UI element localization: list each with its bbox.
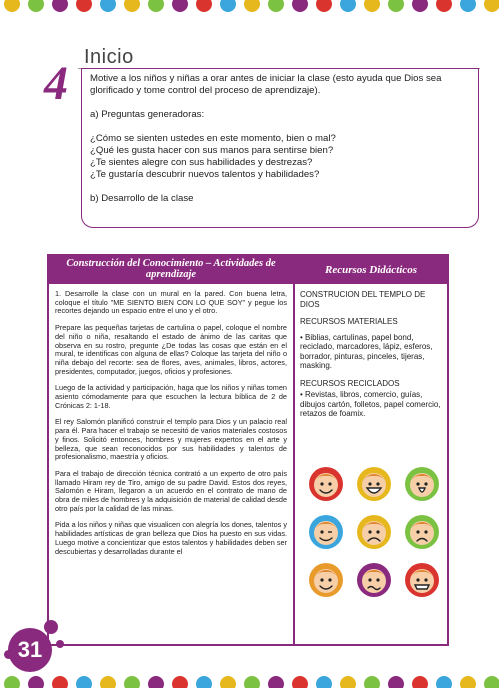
activity-paragraph: El rey Salomón planificó construir el templo para Dios y un palacio real para él. Para hacer el trabajo se necesitó de varios materiales costosos y finos. Solicitó entonces, hombres y mujeres expertos en el arte y belleza, que sean reconocidos por sus habilidades y talentos de profesionalismo, maestría y oficios. bbox=[55, 417, 287, 462]
face-cry-icon bbox=[404, 514, 440, 550]
decorative-dot bbox=[28, 676, 44, 688]
face-happy-icon bbox=[308, 562, 344, 598]
decorative-dot bbox=[292, 0, 308, 12]
decorative-dot bbox=[76, 0, 92, 12]
decorative-dot bbox=[364, 0, 380, 12]
decorative-dot bbox=[196, 676, 212, 688]
decorative-dot bbox=[100, 676, 116, 688]
activities-column bbox=[55, 290, 287, 564]
intro-lead: Motive a los niños y niñas a orar antes de iniciar la clase (esto ayuda que Dios sea glorificado y tome control del proceso de aprendizaje). bbox=[90, 73, 442, 96]
decorative-dot bbox=[436, 676, 452, 688]
decorative-dot bbox=[412, 676, 428, 688]
face-happy-icon bbox=[308, 466, 344, 502]
decorative-dot bbox=[244, 676, 260, 688]
step-number: 4 bbox=[44, 57, 68, 110]
decorative-dot bbox=[172, 0, 188, 12]
decorative-dot bbox=[340, 676, 356, 688]
question-item: ¿Qué les gusta hacer con sus manos para sentirse bien? bbox=[90, 145, 334, 156]
resource-temple: CONSTRUCION DEL TEMPLO DE DIOS bbox=[300, 290, 426, 309]
development-heading: b) Desarrollo de la clase bbox=[90, 193, 194, 204]
decorative-dot bbox=[484, 676, 499, 688]
decorative-dot bbox=[388, 0, 404, 12]
question-item: ¿Te sientes alegre con sus habilidades y destrezas? bbox=[90, 157, 313, 168]
decorative-dot bbox=[220, 0, 236, 12]
header-resources: Recursos Didácticos bbox=[325, 264, 417, 276]
activity-paragraph: 1. Desarrolle la clase con un mural en la pared. Con buena letra, coloque el título "ME SIENTO BIEN CON LO QUE SOY" y pegue los recortes dejando un espacio entre el uno y el otro. bbox=[55, 289, 287, 316]
decorative-dot bbox=[460, 676, 476, 688]
face-wink-icon bbox=[308, 514, 344, 550]
decorative-dot bbox=[148, 0, 164, 12]
decorative-dot bbox=[124, 0, 140, 12]
table-header bbox=[49, 256, 447, 284]
decorative-dot bbox=[244, 0, 260, 12]
activity-paragraph: Luego de la actividad y participación, haga que los niños y niñas tomen asiento cómodamente para que escuchen la lectura bíblica de 2 de Crónicas 2: 1-18. bbox=[55, 383, 287, 410]
face-grin-icon bbox=[404, 562, 440, 598]
column-divider bbox=[293, 256, 295, 644]
decorative-dot bbox=[28, 0, 44, 12]
decorative-dot bbox=[4, 676, 20, 688]
decorative-dot bbox=[76, 676, 92, 688]
intro-box bbox=[81, 68, 479, 228]
decorative-dot bbox=[124, 676, 140, 688]
decorative-dot bbox=[460, 0, 476, 12]
decorative-dot bbox=[436, 0, 452, 12]
face-laugh-icon bbox=[356, 466, 392, 502]
recycled-list: • Revistas, libros, comercio, guías, dibujos cartón, folletos, papel comercio, retazos de foamix. bbox=[300, 390, 441, 418]
decorative-dot bbox=[316, 0, 332, 12]
question-heading: a) Preguntas generadoras: bbox=[90, 109, 205, 120]
section-title: Inicio bbox=[84, 46, 134, 68]
activities-table bbox=[47, 254, 449, 646]
decorative-dot bbox=[220, 676, 236, 688]
materials-list: • Biblias, cartulinas, papel bond, reciclado, marcadores, lápiz, esferos, borrador, pinturas, pinceles, tijeras, masking. bbox=[300, 332, 433, 370]
decorative-dot bbox=[268, 0, 284, 12]
decorative-dot bbox=[52, 0, 68, 12]
face-worried-icon bbox=[356, 562, 392, 598]
decorative-dot-border-top bbox=[0, 0, 499, 22]
ink-splat bbox=[56, 640, 64, 648]
question-item: ¿Cómo se sienten ustedes en este momento, bien o mal? bbox=[90, 133, 336, 144]
decorative-dot bbox=[364, 676, 380, 688]
decorative-dot bbox=[268, 676, 284, 688]
decorative-dot bbox=[388, 676, 404, 688]
activity-paragraph: Pida a los niños y niñas que visualicen con alegría los dones, talentos y habilidades artísticas de gran belleza que Dios ha puesto en sus vidas. Luego motive a concientizar que estos talentos y habilidades deben ser descubiertas y desarrolladas durante el bbox=[55, 520, 287, 556]
decorative-dot bbox=[52, 676, 68, 688]
face-sad-icon bbox=[356, 514, 392, 550]
decorative-dot bbox=[484, 0, 499, 12]
question-item: ¿Te gustaría descubrir nuevos talentos y habilidades? bbox=[90, 169, 320, 180]
decorative-dot bbox=[172, 676, 188, 688]
resources-column bbox=[300, 290, 444, 427]
decorative-dot bbox=[4, 0, 20, 12]
decorative-dot bbox=[412, 0, 428, 12]
decorative-dot bbox=[316, 676, 332, 688]
decorative-dot bbox=[340, 0, 356, 12]
decorative-dot-border-bottom bbox=[0, 666, 499, 688]
activity-paragraph: Prepare las pequeñas tarjetas de cartulina o papel, coloque el nombre del niño o niña, resaltando el estado de ánimo de las caritas que observa en su rostro, pregunte ¿De todas las cosas que están en el mural, te identificas con alguna de ellas? Coloque las tarjeta del niño o niña debajo del recorte: sea de flores, aves, animales, libros, actores, presidentes, computador, juegos, oficios y profesiones. bbox=[55, 323, 287, 376]
activity-paragraph: Para el trabajo de dirección técnica contrató a un experto de otro país llamado Hiram rey de Tiro, amigo de su padre David. Estos dos reyes, Salomón e Hiram, llegaron a un acuerdo en el contrato de mano de obra de miles de hombres y la adquisición de material de calidad desde otro país por la calidad de las minas. bbox=[55, 468, 287, 513]
decorative-dot bbox=[292, 676, 308, 688]
face-shout-icon bbox=[404, 466, 440, 502]
page-number: 31 bbox=[17, 637, 43, 662]
header-knowledge: Construcción del Conocimiento – Actividades de aprendizaje bbox=[66, 258, 276, 280]
decorative-dot bbox=[196, 0, 212, 12]
decorative-dot bbox=[148, 676, 164, 688]
materials-heading: RECURSOS MATERIALES bbox=[300, 317, 398, 326]
emotion-faces-grid bbox=[300, 460, 444, 610]
decorative-dot bbox=[100, 0, 116, 12]
recycled-heading: RECURSOS RECICLADOS bbox=[300, 378, 400, 388]
